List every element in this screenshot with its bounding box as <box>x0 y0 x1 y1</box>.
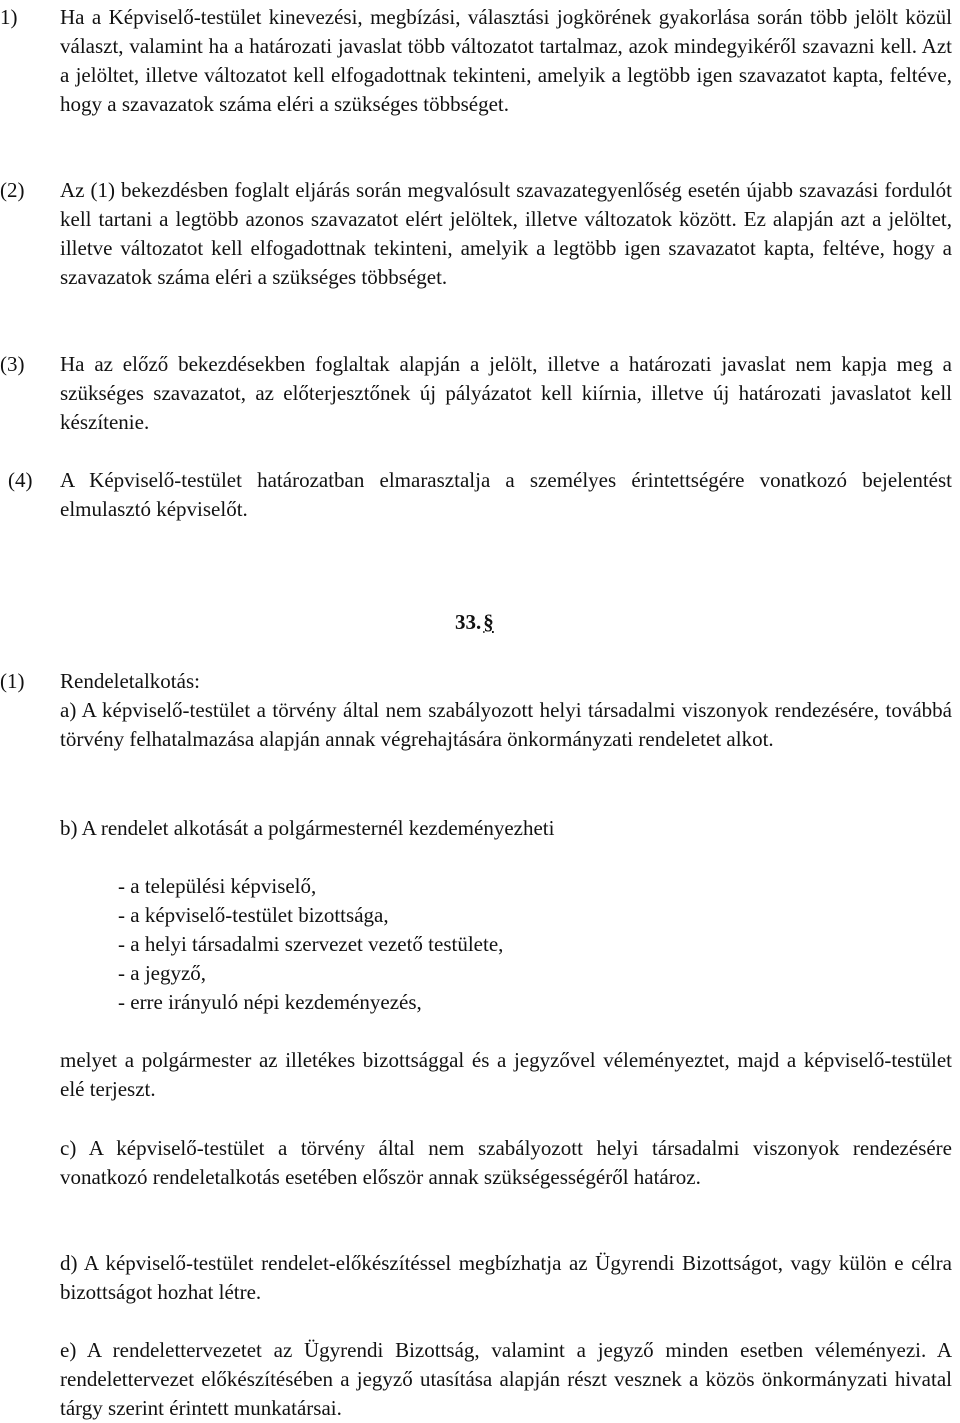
list-item: - erre irányuló népi kezdeményezés, <box>118 990 422 1014</box>
list-item: - a települési képviselő, <box>118 874 317 898</box>
clause-b: b) A rendelet alkotását a polgármesternél kezdeményezheti <box>60 816 555 840</box>
paragraph-text: Ha a Képviselő-testület kinevezési, megbízási, választási jogkörének gyakorlása során több jelölt közül választ, valamint ha a határozati javaslat több változatot tartalmaz, azok mindegyikéről szavazni kell. Azt a jelöltet, illetve változatot kell elfogadottnak tekinteni, amelyik a legtöbb igen szavazatot kapta, feltéve, hogy a szavazatok száma eléri a szükséges többséget. <box>60 5 952 116</box>
section-number: 33. <box>455 610 482 634</box>
paragraph-1 <box>0 3 952 119</box>
list-item: - a jegyző, <box>118 961 207 985</box>
clause-e: e) A rendelettervezetet az Ügyrendi Bizottság, valamint a jegyző minden esetben véleményezi. A rendelettervezet előkészítésében a jegyző utasítása alapján részt vesznek a közös önkormányzati hivatal tárgy szerint érintett munkatársai. <box>60 1338 952 1420</box>
clause-c: c) A képviselő-testület a törvény által nem szabályozott helyi társadalmi viszonyok rendezésére vonatkozó rendeletalkotás esetében először annak szükségességéről határoz. <box>60 1136 952 1189</box>
paragraph-number: (1) <box>0 669 25 693</box>
section-33-paragraph-1 <box>0 667 952 696</box>
paragraph-4 <box>0 466 952 524</box>
paragraph-number: (3) <box>0 352 25 376</box>
paragraph-number: 1) <box>0 5 18 29</box>
list-item: - a helyi társadalmi szervezet vezető testülete, <box>118 932 504 956</box>
paragraph-number: (4) <box>8 468 33 492</box>
section-heading <box>455 608 494 637</box>
paragraph-text: Az (1) bekezdésben foglalt eljárás során megvalósult szavazategyenlőség esetén újabb szavazási fordulót kell tartani a legtöbb azonos szavazatot elért jelöltek, illetve változatok között. Ez alapján azt a jelöltet, illetve változatot kell elfogadottnak tekinteni, amelyik a legtöbb igen szavazatot kapta, feltéve, hogy a szavazatok száma eléri a szükséges többséget. <box>60 178 952 289</box>
clause-b-continuation: melyet a polgármester az illetékes bizottsággal és a jegyzővel véleményeztet, majd a képviselő-testület elé terjeszt. <box>60 1048 952 1101</box>
paragraph-text: A Képviselő-testület határozatban elmarasztalja a személyes érintettségére vonatkozó bejelentést elmulasztó képviselőt. <box>60 468 952 521</box>
clause-a: a) A képviselő-testület a törvény által nem szabályozott helyi társadalmi viszonyok rendezésére, továbbá törvény felhatalmazása alapján annak végrehajtására önkormányzati rendeletet alkot. <box>60 698 952 751</box>
paragraph-2 <box>0 176 952 292</box>
paragraph-number: (2) <box>0 178 25 202</box>
paragraph-3 <box>0 350 952 437</box>
clause-d: d) A képviselő-testület rendelet-előkészítéssel megbízhatja az Ügyrendi Bizottságot, vagy külön e célra bizottságot hozhat létre. <box>60 1251 952 1304</box>
section-symbol: § <box>483 610 494 634</box>
paragraph-title: Rendeletalkotás: <box>60 669 200 693</box>
paragraph-text: Ha az előző bekezdésekben foglaltak alapján a jelölt, illetve a határozati javaslat nem kapja meg a szükséges szavazatot, az előterjesztőnek új pályázatot kell kiírnia, illetve új határozati javaslatot kell készítenie. <box>60 352 952 434</box>
list-item: - a képviselő-testület bizottsága, <box>118 903 389 927</box>
